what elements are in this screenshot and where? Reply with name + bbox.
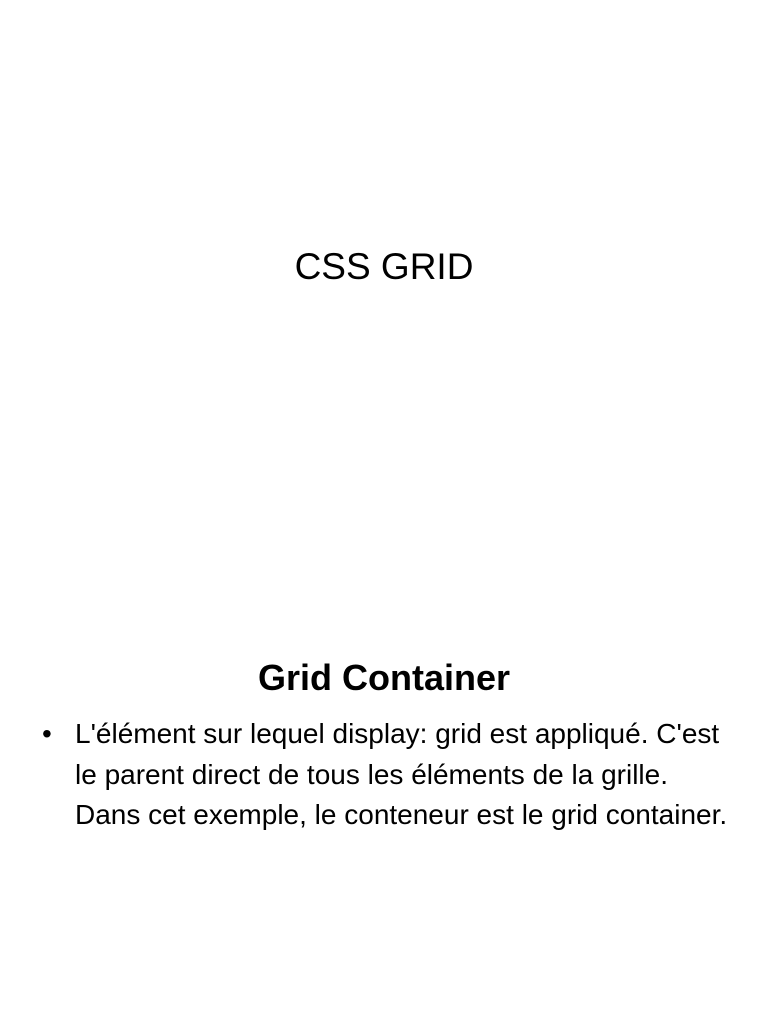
bullet-icon: • <box>42 718 52 749</box>
bullet-text: L'élément sur lequel display: grid est appliqué. C'est le parent direct de tous les éléments de la grille. Dans cet exemple, le conteneur est le grid container. <box>75 718 728 830</box>
bullet-item <box>40 714 730 836</box>
section-title: Grid Container <box>257 656 511 698</box>
content-slide <box>0 512 768 1024</box>
slide-title: CSS GRID <box>294 245 474 287</box>
bullet-list <box>40 714 730 836</box>
